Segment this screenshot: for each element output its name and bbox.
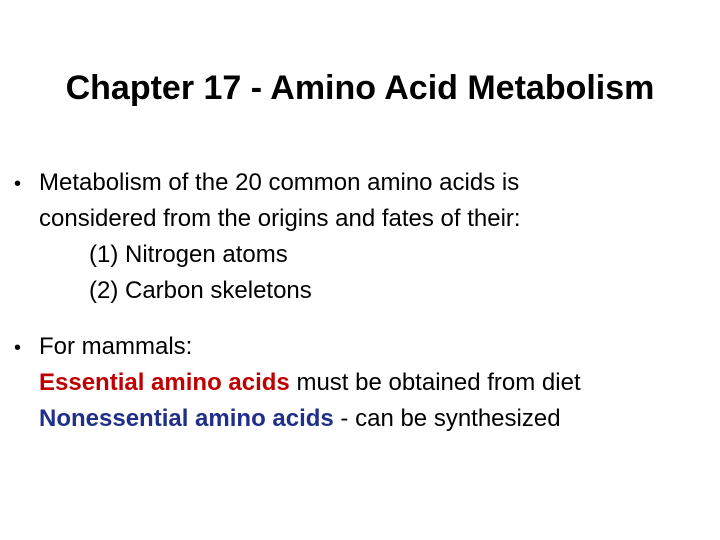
bullet-metabolism: [14, 165, 714, 309]
nonessential-description: - can be synthesized: [333, 405, 561, 432]
bullet1-line1: Metabolism of the 20 common amino acids is: [39, 169, 520, 196]
carbon-skeletons-item: (2) Carbon skeletons: [89, 277, 312, 304]
nitrogen-atoms-item: (1) Nitrogen atoms: [89, 241, 288, 268]
essential-line: [14, 365, 714, 401]
essential-description: must be obtained from diet: [289, 369, 581, 396]
bullet-mammals: [14, 329, 714, 437]
bullet1-line2: considered from the origins and fates of their:: [39, 205, 521, 232]
bullet2-line1: For mammals:: [39, 333, 193, 360]
nonessential-line: [14, 401, 714, 437]
nonessential-amino-acids-term: Nonessential amino acids: [39, 405, 334, 432]
bullet-dot: •: [14, 337, 22, 359]
essential-amino-acids-term: Essential amino acids: [39, 369, 290, 396]
slide-title: Chapter 17 - Amino Acid Metabolism: [65, 69, 655, 107]
bullet-dot: •: [14, 173, 22, 195]
